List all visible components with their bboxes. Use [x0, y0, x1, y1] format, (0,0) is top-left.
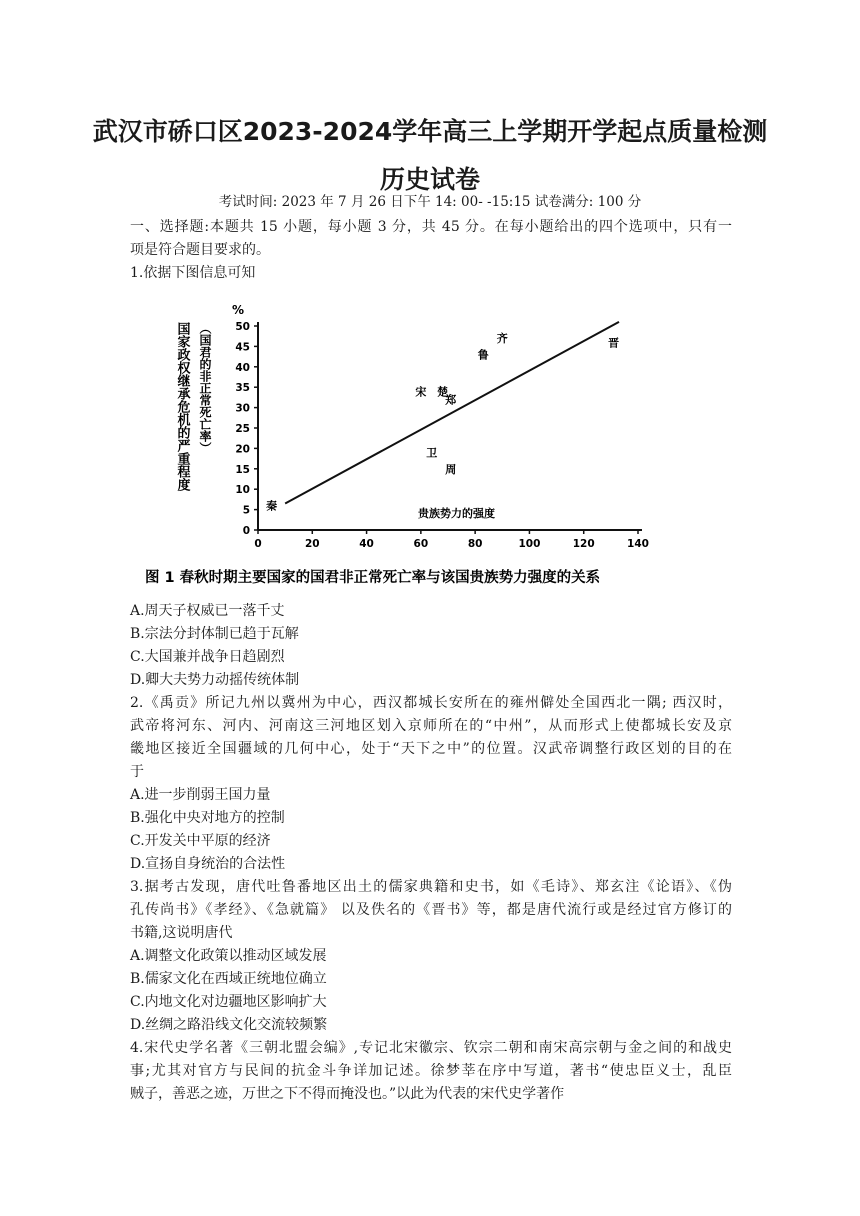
- question-3-stem-line: 书籍,这说明唐代: [130, 925, 233, 941]
- data-point-label: 齐: [496, 332, 508, 346]
- section-intro-line: 一、选择题:本题共 15 小题，每小题 3 分，共 45 分。在每小题给出的四个选项中，只有一: [130, 219, 732, 235]
- data-point-label: 晋: [608, 336, 620, 350]
- q3-option-d: D.丝绸之路沿线文化交流较频繁: [130, 1017, 328, 1033]
- x-axis-label: 贵族势力的强度: [418, 507, 495, 520]
- q1-option-b: B.宗法分封体制已趋于瓦解: [130, 626, 299, 642]
- data-point-label: 秦: [266, 499, 278, 513]
- q1-option-a: A.周天子权威已一落千丈: [130, 603, 285, 619]
- y-tick-label: 50: [235, 321, 250, 333]
- q3-option-a: A.调整文化政策以推动区域发展: [130, 948, 327, 964]
- subject-title: 历史试卷: [379, 165, 480, 194]
- question-3-stem-line: 3.据考古发现，唐代吐鲁番地区出土的儒家典籍和史书，如《毛诗》、郑玄注《论语》、《伪: [130, 879, 732, 895]
- x-tick-label: 0: [254, 538, 262, 550]
- data-point-label: 鲁: [477, 348, 489, 362]
- data-point-label: 楚: [437, 385, 449, 399]
- q2-option-c: C.开发关中平原的经济: [130, 833, 271, 849]
- question-1-stem: 1.依据下图信息可知: [130, 265, 256, 281]
- data-point-label: 郑: [445, 393, 457, 407]
- q2-option-b: B.强化中央对地方的控制: [130, 810, 285, 826]
- x-tick-label: 100: [518, 538, 541, 550]
- y-axis-inner-label: （国君的非正常死亡率）: [198, 322, 212, 454]
- question-3-stem-line: 孔传尚书》《孝经》、《急就篇》 以及佚名的《晋书》等，都是唐代流行或是经过官方修订的: [130, 902, 732, 918]
- x-tick-label: 20: [304, 538, 320, 550]
- x-tick-label: 120: [572, 538, 595, 550]
- q3-option-b: B.儒家文化在西域正统地位确立: [130, 971, 327, 987]
- question-4-stem-line: 事;尤其对官方与民间的抗金斗争详加记述。徐梦莘在序中写道，著书“使忠臣义士，乱臣: [130, 1063, 732, 1079]
- data-point-label: 卫: [426, 446, 438, 460]
- y-unit-label: %: [232, 303, 245, 317]
- y-tick-label: 20: [235, 443, 250, 456]
- y-tick-label: 30: [235, 402, 250, 415]
- section-intro-line: 项是符合题目要求的。: [130, 242, 270, 258]
- q2-option-d: D.宣扬自身统治的合法性: [130, 856, 286, 872]
- data-point-label: 宋: [415, 385, 427, 399]
- chart-trend: [285, 322, 619, 504]
- exam-title: 武汉市硚口区2023-2024学年高三上学期开学起点质量检测: [92, 117, 768, 146]
- trend-line: [285, 322, 619, 504]
- chart-caption: 图 1 春秋时期主要国家的国君非正常死亡率与该国贵族势力强度的关系: [145, 570, 601, 586]
- y-tick-label: 35: [235, 382, 250, 395]
- x-tick-label: 40: [359, 538, 374, 550]
- y-tick-label: 40: [235, 361, 250, 374]
- data-point-label: 周: [445, 462, 457, 476]
- q2-option-a: A.进一步削弱王国力量: [130, 787, 271, 803]
- question-2-stem-line: 武帝将河东、河内、河南这三河地区划入京师所在的“中州”，从而形式上使都城长安及京: [130, 718, 732, 734]
- x-tick-label: 80: [467, 538, 483, 550]
- y-tick-label: 5: [242, 504, 250, 517]
- y-tick-label: 45: [235, 341, 250, 354]
- y-tick-label: 25: [235, 423, 250, 435]
- question-4-stem-line: 贼子，善恶之迹，万世之下不得而掩没也。”以此为代表的宋代史学著作: [130, 1086, 565, 1102]
- exam-info: 考试时间: 2023 年 7 月 26 日下午 14: 00- -15:15 试卷满分: 100 分: [218, 194, 642, 210]
- y-axis-outer-label: 国家政权继承危机的严重程度: [174, 322, 190, 491]
- chart-axes: [258, 322, 642, 530]
- scatter-chart: [140, 296, 700, 596]
- y-tick-label: 10: [235, 484, 250, 497]
- question-2-stem-line: 2.《禹贡》所记九州以冀州为中心，西汉都城长安所在的雍州僻处全国西北一隅; 西汉时，: [130, 695, 732, 711]
- question-4-stem-line: 4.宋代史学名著《三朝北盟会编》,专记北宋徽宗、钦宗二朝和南宋高宗朝与金之间的和战史: [130, 1040, 732, 1056]
- x-tick-label: 140: [627, 538, 649, 550]
- y-tick-label: 15: [235, 463, 250, 476]
- q1-option-d: D.卿大夫势力动摇传统体制: [130, 672, 300, 688]
- question-2-stem-line: 于: [130, 764, 144, 780]
- question-2-stem-line: 畿地区接近全国疆域的几何中心，处于“天下之中”的位置。汉武帝调整行政区划的目的在: [130, 741, 732, 757]
- x-tick-label: 60: [413, 538, 429, 550]
- q3-option-c: C.内地文化对边疆地区影响扩大: [130, 994, 327, 1010]
- q1-option-c: C.大国兼并战争日趋剧烈: [130, 649, 285, 665]
- y-tick-label: 0: [242, 525, 250, 537]
